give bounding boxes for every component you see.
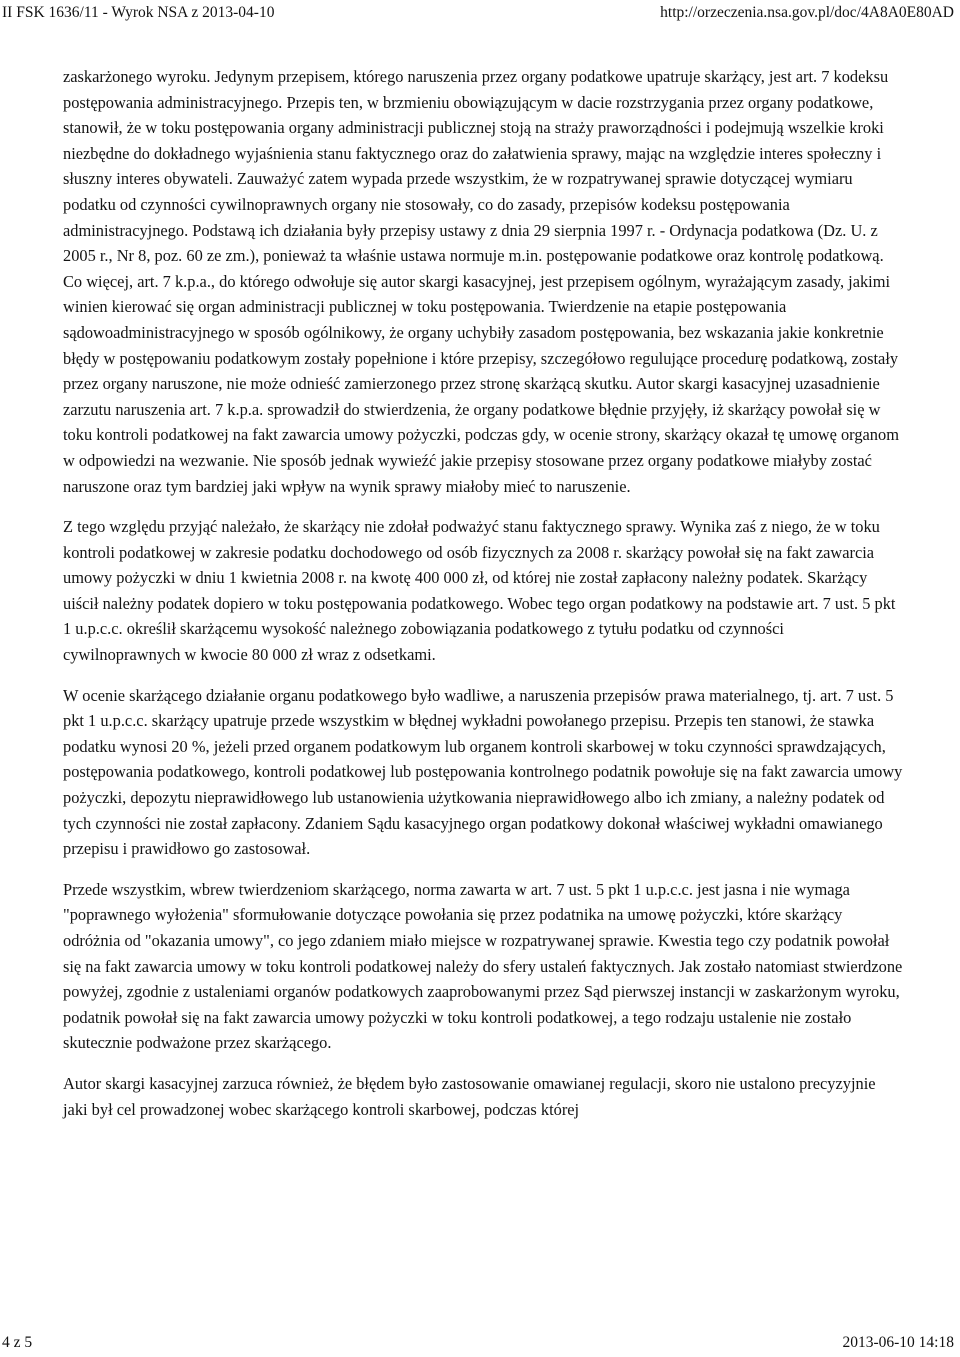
page-number: 4 z 5 <box>2 1334 33 1351</box>
document-body <box>63 64 903 1137</box>
paragraph: Przede wszystkim, wbrew twierdzeniom skarżącego, norma zawarta w art. 7 ust. 5 pkt 1 u.p.c.c. jest jasna i nie wymaga "poprawnego wyłożenia" sformułowanie dotyczące powołania się przez podatnika na umowę pożyczki, które skarżący odróżnia od "okazania umowy", co jego zdaniem miało miejsce w rozpatrywanej sprawie. Kwestia tego czy podatnik powołał się na fakt zawarcia umowy w toku kontroli podatkowej należy do sfery ustaleń faktycznych. Jak zostało natomiast stwierdzone powyżej, zgodnie z ustaleniami organów podatkowych zaaprobowanymi przez Sąd pierwszej instancji w zaskarżonym wyroku, podatnik powołał się na fakt zawarcia umowy pożyczki w toku kontroli podatkowej, a tego rodzaju ustalenie nie zostało skutecznie podważone przez skarżącego. <box>63 879 903 1053</box>
paragraph: Autor skargi kasacyjnej zarzuca również, że błędem było zastosowanie omawianej regulacji, skoro nie ustalono precyzyjnie jaki był cel prowadzonej wobec skarżącego kontroli skarbowej, podczas której <box>63 1073 876 1119</box>
paragraph: zaskarżonego wyroku. Jedynym przepisem, którego naruszenia przez organy podatkowe upatruje skarżący, jest art. 7 kodeksu postępowania administracyjnego. Przepis ten, w brzmieniu obowiązującym w dacie rozstrzygania przez organy podatkowe, stanowił, że w toku postępowania organy administracji publicznej stoją na straży praworządności i podejmują wszelkie kroki niezbędne do dokładnego wyjaśnienia stanu faktycznego oraz do załatwienia sprawy, mając na względzie interes społeczny i słuszny interes obywateli. Zauważyć zatem wypada przede wszystkim, że w rozpatrywanej sprawie dotyczącej wymiaru podatku od czynności cywilnoprawnych organy nie stosowały, co do zasady, przepisów kodeksu postępowania administracyjnego. Podstawą ich działania były przepisy ustawy z dnia 29 sierpnia 1997 r. - Ordynacja podatkowa (Dz. U. z 2005 r., Nr 8, poz. 60 ze zm.), ponieważ ta właśnie ustawa normuje m.in. postępowanie podatkowe oraz kontrolę podatkową. Co więcej, art. 7 k.p.a., do którego odwołuje się autor skargi kasacyjnej, jest przepisem ogólnym, wyrażającym zasady, jakimi winien kierować się organ administracji publicznej w toku postępowania. Twierdzenie na etapie postępowania sądowoadministracyjnego w sposób ogólnikowy, że organy uchybiły zasadom postępowania, bez wskazania jakie konkretnie błędy w postępowaniu podatkowym zostały popełnione i które przepisy, szczegółowo regulujące procedurę podatkową, zostały przez organy naruszone, nie może odnieść zamierzonego przez stronę skarżącą skutku. Autor skargi kasacyjnej uzasadnienie zarzutu naruszenia art. 7 k.p.a. sprowadził do stwierdzenia, że organy podatkowe błędnie przyjęły, iż skarżący powołał się w toku kontroli podatkowej na fakt zawarcia umowy pożyczki, podczas gdy, w ocenie strony, skarżący okazał tę umowę organom w odpowiedzi na wezwanie. Nie sposób jednak wywieźć jakie przepisy stosowane przez organy podatkowe miałyby zostać naruszone oraz tym bardziej jaki wpływ na wynik sprawy miałoby mieć to naruszenie. <box>63 67 899 496</box>
page-header <box>2 2 954 24</box>
paragraph: Z tego względu przyjąć należało, że skarżący nie zdołał podważyć stanu faktycznego sprawy. Wynika zaś z niego, że w toku kontroli podatkowej w zakresie podatku dochodowego od osób fizycznych za 2008 r. skarżący powołał się na fakt zawarcia umowy pożyczki w dniu 1 kwietnia 2008 r. na kwotę 400 000 zł, od której nie został zapłacony należny podatek. Skarżący uiścił należny podatek dopiero w toku postępowania podatkowego. Wobec tego organ podatkowy na podstawie art. 7 ust. 5 pkt 1 u.p.c.c. określił skarżącemu wysokość należnego zobowiązania podatkowego z tytułu podatku od czynności cywilnoprawnych w kwocie 80 000 zł wraz z odsetkami. <box>63 517 896 665</box>
paragraph: W ocenie skarżącego działanie organu podatkowego było wadliwe, a naruszenia przepisów prawa materialnego, tj. art. 7 ust. 5 pkt 1 u.p.c.c. skarżący upatruje przede wszystkim w błędnej wykładni powołanego przepisu. Przepis ten stanowi, że stawka podatku wynosi 20 %, jeżeli przed organem podatkowym lub organem kontroli skarbowej w toku czynności sprawdzających, postępowania podatkowego, kontroli podatkowej lub postępowania kontrolnego podatnik powołuje się na fakt zawarcia umowy pożyczki, depozytu nieprawidłowego lub ustanowienia użytkowania nieprawidłowego albo ich zmiany, a należny podatek od tych czynności nie został zapłacony. Zdaniem Sądu kasacyjnego organ podatkowy dokonał właściwej wykładni omawianego przepisu i prawidłowo go zastosował. <box>63 685 903 859</box>
page-footer <box>2 1333 954 1353</box>
print-datetime: 2013-06-10 14:18 <box>842 1334 954 1351</box>
document-title: II FSK 1636/11 - Wyrok NSA z 2013-04-10 <box>2 4 275 21</box>
document-url[interactable]: http://orzeczenia.nsa.gov.pl/doc/4A8A0E80AD <box>660 4 954 21</box>
